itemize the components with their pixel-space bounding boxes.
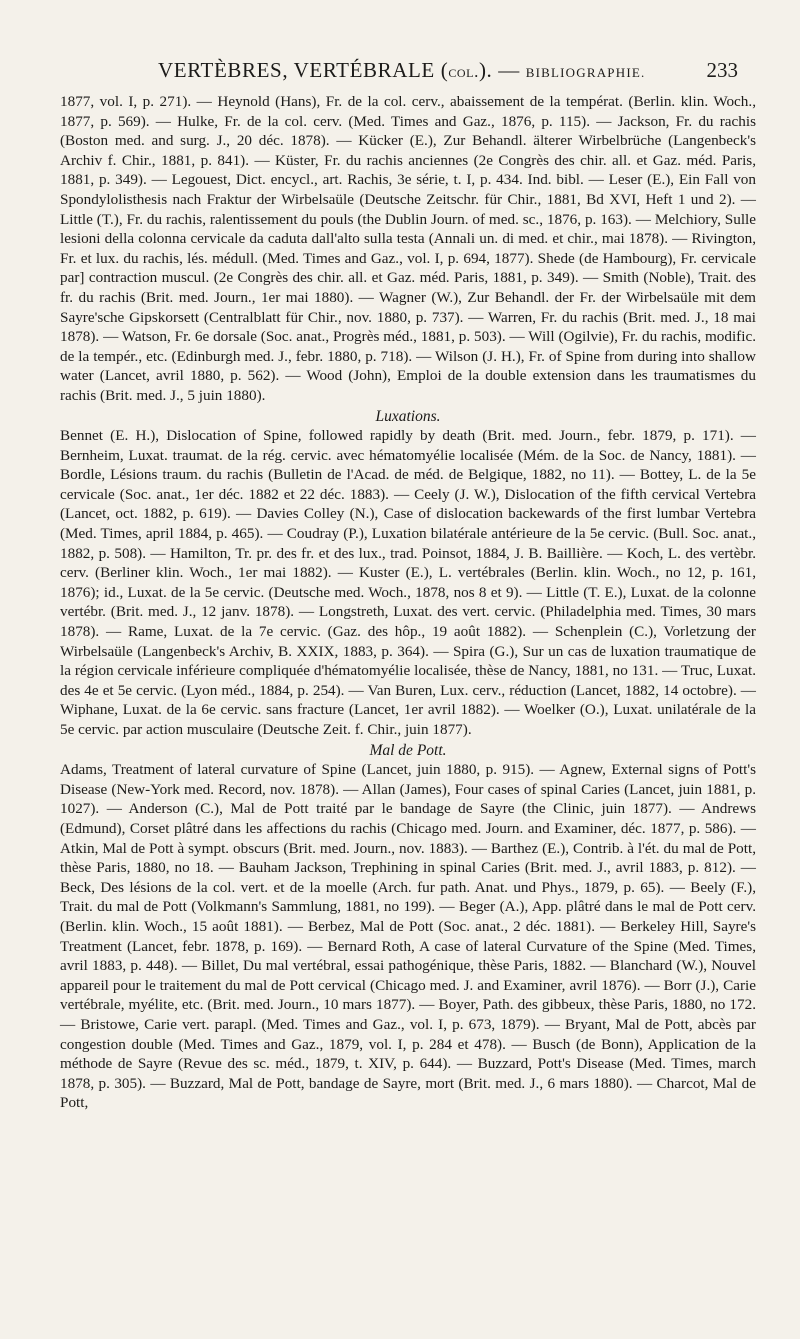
section-heading-mal-de-pott: Mal de Pott. [369,741,447,759]
mal-de-pott-paragraph: Adams, Treatment of lateral curvature of Spine (Lancet, juin 1880, p. 915). — Agnew, External signs of Pott's Disease (New-York med. Record, nov. 1878). — Allan (James), Four cases of spinal Caries (Lancet, juin 1881, p. 1027). — Anderson (C.), Mal de Pott traité par le bandage de Sayre (the Clinic, juin 1877). — Andrews (Edmund), Corset plâtré dans les affections du rachis (Chicago med. Journ. and Examiner, déc. 1877, p. 586). — Atkin, Mal de Pott à sympt. obscurs (Brit. med. Journ., nov. 1883). — Barthez (E.), Contrib. à l'ét. du mal de Pott, thèse Paris, 1880, no 18. — Bauham Jackson, Trephining in spinal Caries (Brit. med. J., avril 1883, p. 812). — Beck, Des lésions de la col. vert. et de la moelle (Arch. fur path. Anat. und Phys., 1879, p. 65). — Beely (F.), Trait. du mal de Pott (Volkmann's Sammlung, 1881, no 199). — Beger (A.), App. plâtré dans le mal de Pott cerv. (Berlin. klin. Woch., 15 août 1881). — Berbez, Mal de Pott (Soc. anat., 2 déc. 1881). — Berkeley Hill, Sayre's Treatment (Lancet, febr. 1878, p. 169). — Bernard Roth, A case of lateral Curvature of the Spine (Med. Times, avril 1883, p. 448). — Billet, Du mal vertébral, essai pathogénique, thèse Paris, 1882. — Blanchard (W.), Nouvel appareil pour le traitement du mal de Pott cervical (Chicago med. J. and Examiner, avril 1876). — Borr (J.), Carie vertébrale, myélite, etc. (Brit. med. Journ., 10 mars 1877). — Boyer, Path. des gibbeux, thèse Paris, 1880, no 172. — Bristowe, Carie vert. parapl. (Med. Times and Gaz., vol. I, p. 673, 1879). — Bryant, Mal de Pott, abcès par congestion double (Med. Times and Gaz., 1879, vol. I, p. 284 et 478). — Busch (de Bonn), Application de la méthode de Sayre (Revue des sc. méd., 1879, t. XIV, p. 644). — Buzzard, Pott's Disease (Med. Times, march 1878, p. 305). — Buzzard, Mal de Pott, bandage de Sayre, mort (Brit. med. J., 6 mars 1880). — Charcot, Mal de Pott, [60,761,756,1112]
luxations-paragraph: Bennet (E. H.), Dislocation of Spine, followed rapidly by death (Brit. med. Journ., febr. 1879, p. 171). — Bernheim, Luxat. traumat. de la rég. cervic. avec hématomyélie localisée (Mém. de la Soc. de Nancy, 1881). — Bordle, Lésions traum. du rachis (Bulletin de l'Acad. de méd. de Belgique, 1882, no 11). — Bottey, L. de la 5e cervicale (Soc. anat., 1er déc. 1882 et 22 déc. 1883). — Ceely (J. W.), Dislocation of the fifth cervical Vertebra (Lancet, oct. 1882, p. 619). — Davies Colley (N.), Case of dislocation backewards of the first lumbar Vertebra (Med. Times, april 1884, p. 465). — Coudray (P.), Luxation bilatérale antérieure de la 5e cervic. (Bull. Soc. anat., 1882, p. 508). — Hamilton, Tr. pr. des fr. et des lux., trad. Poinsot, 1884, J. B. Baillière. — Koch, L. des vertèbr. cerv. (Berliner klin. Woch., 1er mai 1882). — Kuster (E.), L. vertébrales (Berlin. klin. Woch., no 12, p. 161, 1876); id., Luxat. de la 5e cervic. (Deutsche med. Woch., 1878, nos 8 et 9). — Little (T. E.), Luxat. de la colonne vertébr. (Brit. med. J., 12 janv. 1878). — Longstreth, Luxat. des vert. cervic. (Philadelphia med. Times, 30 mars 1878). — Rame, Luxat. de la 7e cervic. (Gaz. des hôp., 19 août 1882). — Schenplein (C.), Vorletzung der Wirbelsaüle (Langenbeck's Archiv, B. XXIX, 1883, p. 364). — Spira (G.), Sur un cas de luxation traumatique de la région cervicale inférieure compliquée d'hématomyélie localisée, thèse de Nancy, 1881, no 131. — Truc, Luxat. des 4e et 5e cervic. (Lyon méd., 1884, p. 254). — Van Buren, Lux. cerv., réduction (Lancet, 1882, 14 octobre). — Wiphane, Luxat. de la 6e cervic. sans fracture (Lancet, 1er avril 1882). — Woelker (O.), Luxat. unilatérale de la 5e cervic. par action musculaire (Deutsche Zeit. f. Chir., juin 1877). [60,427,756,738]
section-heading-luxations: Luxations. [375,407,441,425]
running-title [158,58,645,83]
fractures-paragraph: 1877, vol. I, p. 271). — Heynold (Hans), Fr. de la col. cerv., abaissement de la températ. (Berlin. klin. Woch., 1877, p. 569). — Hulke, Fr. de la col. cerv. (Med. Times and Gaz., 1876, p. 115). — Jackson, Fr. du rachis (Boston med. and surg. J., 20 déc. 1878). — Kücker (E.), Zur Behandl. älterer Wirbelbrüche (Langenbeck's Archiv f. Chir., 1881, p. 841). — Küster, Fr. du rachis anciennes (2e Congrès des chir. all. et Gaz. méd. Paris, 1881, p. 349). — Legouest, Dict. encycl., art. Rachis, 3e série, t. I, p. 434. Ind. bibl. — Leser (E.), Ein Fall von Spondylolisthesis nach Fraktur der Wirbelsaüle (Deutsche Zeitschr. für Chir., 1881, Bd XVI, Heft 1 und 2). — Little (T.), Fr. du rachis, ralentissement du pouls (the Dublin Journ. of med. sc., 1876, p. 163). — Melchiory, Sulle lesioni della colonna cervicale da caduta dall'alto sulla testa (Annali un. di med. et chir., mai 1878). — Rivington, Fr. et lux. du rachis, lés. médull. (Med. Times and Gaz., vol. I, p. 694, 1877). Shede (de Hambourg), Fr. cervicale par] contraction muscul. (2e Congrès des chir. all. et Gaz. méd. Paris, 1881, p. 349). — Smith (Noble), Trait. des fr. du rachis (Brit. med. Journ., 1er mai 1880). — Wagner (W.), Zur Behandl. der Fr. der Wirbelsaüle mit dem Sayre'sche Gipskorsett (Centralblatt für Chir., nov. 1880, p. 737). — Warren, Fr. du rachis (Brit. med. J., 18 mai 1878). — Watson, Fr. 6e dorsale (Soc. anat., Progrès méd., 1881, p. 503). — Will (Ogilvie), Fr. du rachis, modific. de la tempér., etc. (Edinburgh med. J., febr. 1880, p. 718). — Wilson (J. H.), Fr. of Spine from during into shallow water (Lancet, avril 1880, p. 562). — Wood (John), Emploi de la double extension dans les traumatismes du rachis (Brit. med. J., 5 juin 1880). [60,93,756,404]
bibliography-body [60,92,756,1113]
title-col: col. [448,62,479,81]
page-number: 233 [706,58,738,82]
title-main: VERTÈBRES, VERTÉBRALE ( [158,58,449,82]
title-close: ). [478,58,493,82]
running-header [60,58,756,86]
title-bibliographie: BIBLIOGRAPHIE. [525,65,646,80]
title-dash: — [492,58,526,82]
